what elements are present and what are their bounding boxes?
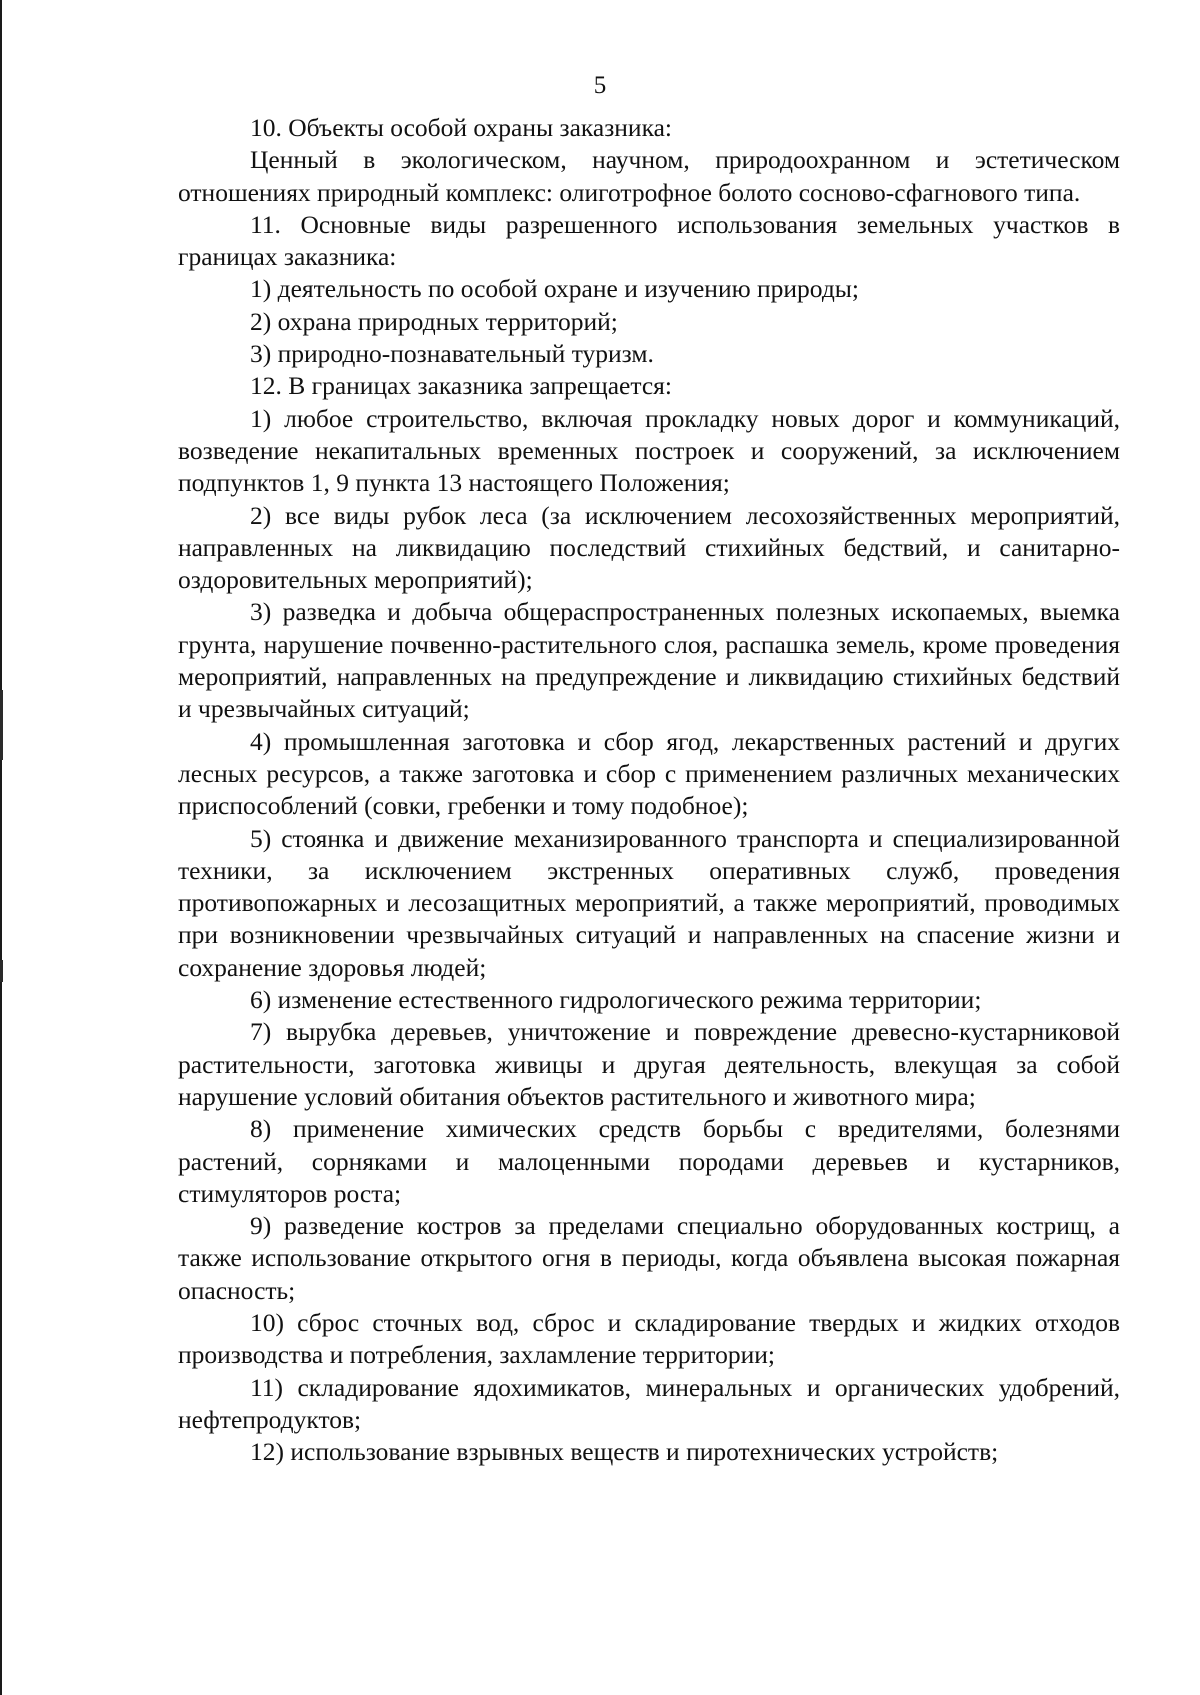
section-10-text: Ценный в экологическом, научном, природоохранном и эстетическом отношениях природный комплекс: олиготрофное болото сосново-сфагнового типа. (178, 145, 1120, 207)
section-12-item-12: 12) использование взрывных веществ и пиротехнических устройств; (250, 1437, 999, 1467)
section-10-heading: 10. Объекты особой охраны заказника: (250, 113, 672, 142)
section-12-item-8: 8) применение химических средств борьбы с вредителями, болезнями растений, сорняками и малоценными породами деревьев и кустарников, стимуляторов роста; (178, 1114, 1120, 1208)
section-12-item-7: 7) вырубка деревьев, уничтожение и повреждение древесно-кустарниковой растительности, заготовка живицы и другая деятельность, влекущая за собой нарушение условий обитания объектов растительного и животного мира; (178, 1017, 1120, 1111)
section-11-heading: 11. Основные виды разрешенного использования земельных участков в границах заказника: (178, 209, 1120, 272)
section-12-item-6: 6) изменение естественного гидрологического режима территории; (250, 985, 982, 1015)
section-11-item-1: 1) деятельность по особой охране и изучению природы; (250, 274, 860, 304)
section-12-item-10: 10) сброс сточных вод, сброс и складирование твердых и жидких отходов производства и потребления, захламление территории; (178, 1307, 1120, 1370)
section-12-item-4: 4) промышленная заготовка и сбор ягод, лекарственных растений и других лесных ресурсов, а также заготовка и сбор с применением различных механических приспособлений (совки, гребенки и тому подобное); (178, 726, 1120, 821)
section-11-item-3: 3) природно-познавательный туризм. (250, 339, 654, 369)
section-12-item-9: 9) разведение костров за пределами специально оборудованных кострищ, а также использование открытого огня в периоды, когда объявлена высокая пожарная опасность; (178, 1211, 1120, 1305)
section-12-item-1: 1) любое строительство, включая прокладку новых дорог и коммуникаций, возведение некапитальных временных построек и сооружений, за исключением подпунктов 1, 9 пункта 13 настоящего Положения; (178, 403, 1120, 498)
section-12-item-2: 2) все виды рубок леса (за исключением лесохозяйственных мероприятий, направленных на ликвидацию последствий стихийных бедствий, и санитарно-оздоровительных мероприятий); (178, 500, 1120, 595)
section-12-item-5: 5) стоянка и движение механизированного транспорта и специализированной техники, за исключением экстренных оперативных служб, проведения противопожарных и лесозащитных мероприятий, а также мероприятий, проводимых при возникновении чрезвычайных ситуаций и направленных на спасение жизни и сохранение здоровья людей; (178, 823, 1120, 982)
page-number: 5 (593, 72, 607, 99)
scan-edge-mark (0, 690, 3, 760)
scan-edge-mark (0, 960, 3, 982)
section-11-item-2: 2) охрана природных территорий; (250, 306, 618, 336)
scan-page-edge (0, 0, 2, 1695)
section-12-heading: 12. В границах заказника запрещается: (250, 371, 672, 401)
section-12-item-11: 11) складирование ядохимикатов, минеральных и органических удобрений, нефтепродуктов; (178, 1372, 1120, 1434)
section-12-item-3: 3) разведка и добыча общераспространенных полезных ископаемых, выемка грунта, нарушение почвенно-растительного слоя, распашка земель, кроме проведения мероприятий, направленных на предупреждение и ликвидацию стихийных бедствий и чрезвычайных ситуаций; (178, 597, 1120, 724)
document-body (178, 112, 1120, 1468)
